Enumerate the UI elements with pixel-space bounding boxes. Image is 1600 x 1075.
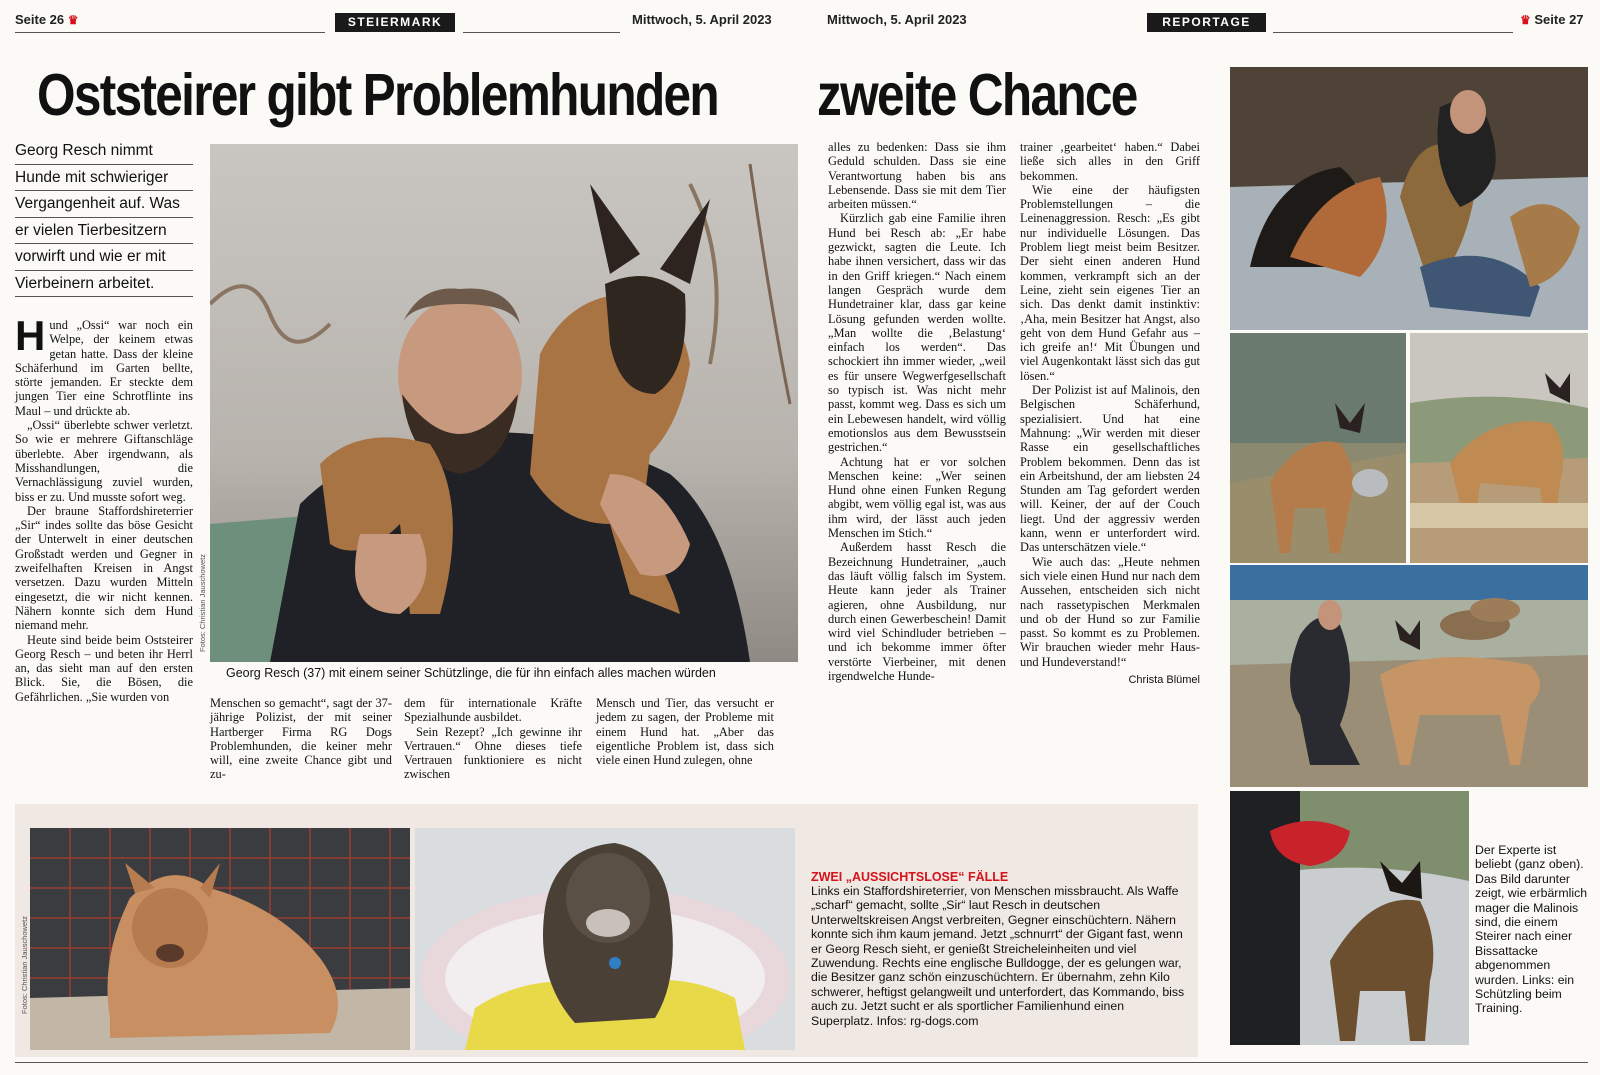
page-number-left: Seite 26 ♛	[15, 12, 79, 27]
paragraph: Heute sind beide beim Oststeirer Georg Resch – und beten ihr Herrl an, das sieht man auf den ersten Blick. Sie, die Bösen, die Gefährlichen. „Sie wurden von	[15, 632, 193, 704]
headline-part-1: Oststeirer gibt Problemhunden	[37, 62, 719, 128]
date-left: Mittwoch, 5. April 2023	[632, 12, 772, 27]
teaser	[15, 138, 193, 297]
article-column-2	[210, 696, 392, 782]
teaser-line: Georg Resch nimmt	[15, 138, 193, 165]
paragraph: trainer ‚gearbeitet‘ haben.“ Dabei ließe sich alles in den Griff bekommen.	[1020, 140, 1200, 183]
article-column-1	[15, 312, 193, 704]
teaser-line: er vielen Tierbesitzern	[15, 218, 193, 245]
photo-malinois-in-enclosure	[1410, 333, 1588, 563]
paragraph: Der braune Staffordshireterrier „Sir“ indes sollte das böse Gesicht der Unterwelt in einer deutschen Großstadt werden und Gegner in zweifelhaften Kreisen in Angst versetzen. Dazu wurden Mitteln eingesetzt, die wir nicht kennen. Nähern konnte sich dem Hund niemand mehr.	[15, 503, 193, 633]
header-rule	[1273, 32, 1513, 33]
article-column-5	[828, 140, 1006, 683]
paragraph: dem für internationale Kräfte Spezialhunde ausbildet.	[404, 696, 582, 725]
header-rule	[463, 32, 620, 33]
teaser-line: vorwirft und wie er mit	[15, 244, 193, 271]
paragraph: alles zu bedenken: Dass sie ihm Geduld schulden. Dass sie eine Verantwortung haben bis ans Lebensende. Dass sie mit dem Tier arbeiten müssen.“	[828, 140, 1006, 212]
teaser-line: Hunde mit schwieriger	[15, 165, 193, 192]
photo-staffordshire-terrier-sir	[30, 828, 410, 1050]
paragraph: Der Polizist ist auf Malinois, den Belgischen Schäferhund, spezialisiert. Und hat eine Mahnung: „Wir werden mit dieser Rasse ein gesellschaftliches Problem bekommen. Denn das ist ein Arbeitshund, der am liebsten 24 Stunden am Tag gefordert werden will. Keiner, der auf der Couch liegt. Und der aggressiv werden kann, wenn er unterfordert wird. Das unterschätzen viele.“	[1020, 383, 1200, 555]
photo-credit: Fotos: Christian Jauschowetz	[198, 554, 207, 652]
photo-resch-with-dogs-on-blanket	[1230, 67, 1588, 330]
photo-skinny-malinois-at-pond	[1230, 333, 1406, 563]
paragraph: Mensch und Tier, das versucht er jedem zu sagen, der Probleme mit einem Hund hat. „Aber das eigentliche Problem ist, dass sich viele einen Hund zulegen, ohne	[596, 696, 774, 768]
crown-icon: ♛	[67, 13, 79, 27]
teaser-line: Vergangenheit auf. Was	[15, 191, 193, 218]
info-box-text-block	[811, 870, 1185, 1028]
photo-malinois-bite-training	[1230, 791, 1469, 1045]
main-photo-caption: Georg Resch (37) mit einem seiner Schützlinge, die für ihn einfach alles machen würden	[226, 666, 716, 680]
headline-part-2: zweite Chance	[817, 62, 1137, 128]
main-photo-resch-with-malinois	[210, 144, 798, 662]
paragraph: „Ossi“ überlebte schwer verletzt. So wie er mehrere Giftanschläge überlebte. Aber irgendwann, als Misshandlungen, die Vernachlässigung zuviel wurden, biss er zu. Und musste sofort weg.	[15, 418, 193, 504]
photo-resch-training-dogs	[1230, 565, 1588, 787]
crown-icon: ♛	[1520, 13, 1531, 27]
photo-credit: Fotos: Christian Jauschowetz	[20, 916, 29, 1014]
side-photo-caption: Der Experte ist beliebt (ganz oben). Das Bild darunter zeigt, wie erbärmlich mager die Malinois sind, die einem Steirer nach einer Bissattacke abgenommen wurden. Links: ein Schützling beim Training.	[1475, 843, 1588, 1016]
drop-cap: H	[15, 312, 46, 359]
paragraph: Wie eine der häufigsten Problemstellungen – die Leinenaggression. Resch: „Es gibt nur individuelle Lösungen. Das Problem liegt meist beim Besitzer. Der sieht einen anderen Hund kommen, verkrampft sich an der Leine, zieht sein eigenes Tier an sich. Das denkt damit instinktiv: ‚Aha, mein Besitzer hat Angst, also geht von dem Hund Gefahr aus – ich greife an!‘ Mit Übungen und viel Augenkontakt lässt sich das gut lösen.“	[1020, 182, 1200, 383]
article-column-3	[404, 696, 582, 782]
section-tag-reportage: REPORTAGE	[1147, 13, 1266, 32]
header-rule	[15, 32, 325, 33]
byline: Christa Blümel	[1128, 673, 1200, 686]
paragraph: Achtung hat er vor solchen Menschen keine: „Wer seinen Hund ohne einen Funken Regung abgibt, wem völlig egal ist, was aus ihm wird, der lässt auch jeden Menschen im Stich.“	[828, 454, 1006, 541]
info-box-title: ZWEI „AUSSICHTSLOSE“ FÄLLE	[811, 870, 1009, 884]
date-right: Mittwoch, 5. April 2023	[827, 12, 967, 27]
footer-rule	[15, 1062, 1588, 1063]
article-column-6	[1020, 140, 1200, 687]
paragraph: Kürzlich gab eine Familie ihren Hund bei Resch ab: „Er habe gezwickt, sagten die Leute. Ich habe ihnen versichert, dass wir das in den Griff kriegen.“ Nach einem langen Gespräch wurde dem Hundetrainer klar, dass gar keine Lösung gefunden werden wollte. „Man wollte die ‚Belastung‘ einfach los werden“. Das schockiert ihn immer wieder, „weil es für unsere Wegwerfgesellschaft so typisch ist. Was nicht mehr passt, kommt weg. Dass es sich um ein Lebewesen handelt, wird völlig emotionslos aus dem Bewusstsein gestrichen.“	[828, 211, 1006, 455]
section-tag-steiermark: STEIERMARK	[335, 13, 455, 32]
info-box	[15, 804, 1198, 1057]
paragraph: Sein Rezept? „Ich gewinne ihr Vertrauen.“ Ohne dieses tiefe Vertrauen funktioniere es nicht zwischen	[404, 724, 582, 782]
paragraph: Menschen so gemacht“, sagt der 37-jährige Polizist, der mit seiner Hartberger Firma RG Dogs Problemhunden, die keiner mehr will, eine zweite Chance gibt und zu-	[210, 696, 392, 782]
paragraph: Außerdem hasst Resch die Bezeichnung Hundetrainer, „auch das läuft völlig falsch im System. Heute kann jeder als Trainer agieren, ohne Ausbildung, nur durch einen Gewerbeschein! Damit wird viel Schindluder betrieben – und ich bekomme immer öfter verstörte Vierbeiner, mit denen irgendwelche Hunde-	[828, 540, 1006, 683]
paragraph: Wie auch das: „Heute nehmen sich viele einen Hund nur nach dem Aussehen, entscheiden sich nicht nach rassetypischen Merkmalen und ob der Hund so zur Familie passt. So kommt es zu Problemen. Wir brauchen wieder mehr Haus- und Hundeverstand!“	[1020, 554, 1200, 669]
article-column-4	[596, 696, 774, 767]
page-number-right: ♛ Seite 27	[1520, 12, 1584, 27]
info-box-text: Links ein Staffordshireterrier, von Menschen missbraucht. Als Waffe „scharf“ gemacht, sollte „Sir“ laut Resch in deutschen Unterweltskreisen Angst verbreiten, Gegner einschüchtern. Nähern konnte sich ihm kaum jemand. Jetzt „schnurrt“ der Gigant fast, wenn er Georg Resch sieht, er genießt Streicheleinheiten und viel Zuwendung. Rechts eine englische Bulldogge, der es gelungen war, die Besitzer ganz schön einzuschüchtern. Er übernahm, zehn Kilo schwerer, heftigst gelangweilt und unterfordert, das Kommando, biss auch zu. Jetzt sucht er als sportlicher Familienhund einen Superplatz. Infos: rg-dogs.com	[811, 884, 1185, 1028]
photo-english-bulldog	[415, 828, 795, 1050]
paragraph: und „Ossi“ war noch ein Welpe, der keinem etwas getan hatte. Dass der kleine Schäferhund im Garten bellte, störte jemanden. Er steckte dem jungen Tier eine Schrotflinte ins Maul – und drückte ab.	[15, 318, 193, 418]
teaser-line: Vierbeinern arbeitet.	[15, 271, 193, 298]
